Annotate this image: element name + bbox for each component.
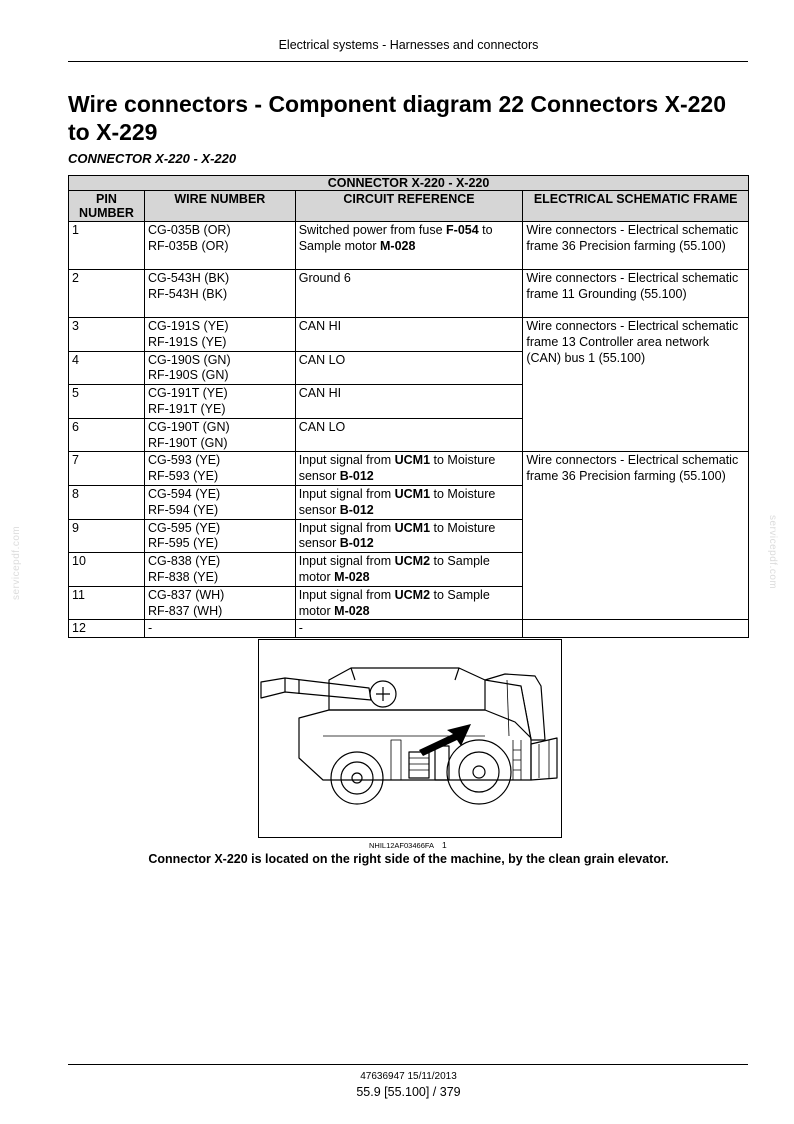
connector-table	[68, 175, 749, 638]
wire-cell	[144, 270, 295, 318]
circuit-text: to Moisture sensor	[298, 486, 496, 517]
circuit-cell	[295, 485, 523, 519]
table-caption-row	[69, 176, 749, 191]
circuit-cell	[295, 519, 523, 553]
circuit-cell	[295, 586, 523, 620]
footer-rule	[68, 1064, 748, 1065]
wire-cell	[144, 452, 295, 486]
page-number: 55.9 [55.100] / 379	[356, 1085, 461, 1099]
table-row	[69, 222, 749, 270]
frame-cell: Wire connectors - Electrical schematic frame 36 Precision farming (55.100)	[523, 452, 749, 620]
table-header-row	[69, 191, 749, 222]
circuit-cell: CAN HI	[295, 385, 523, 419]
circuit-ref: F-054	[446, 223, 479, 237]
table-row	[69, 270, 749, 318]
wire-number: RF-543H (BK)	[147, 286, 228, 301]
circuit-text: Input signal from	[298, 587, 395, 602]
wire-number: CG-595 (YE)	[147, 520, 221, 535]
wire-cell: -	[144, 620, 295, 638]
figure-caption: Connector X-220 is located on the right side of the machine, by the clean grain elevator.	[148, 852, 669, 866]
circuit-ref: UCM1	[394, 453, 431, 468]
wire-number: CG-190S (GN)	[147, 352, 231, 367]
wire-number: CG-191T (YE)	[147, 386, 228, 401]
wire-number: RF-837 (WH)	[147, 603, 223, 618]
header-pin: PIN NUMBER	[69, 191, 145, 222]
wire-number: CG-035B (OR)	[147, 223, 231, 237]
wire-number: CG-594 (YE)	[147, 486, 221, 501]
circuit-cell	[295, 222, 523, 270]
pin-cell: 1	[69, 222, 145, 270]
pin-cell: 8	[69, 485, 145, 519]
header-rule	[68, 61, 748, 62]
wire-number: RF-191S (YE)	[147, 334, 227, 349]
wire-cell	[144, 519, 295, 553]
circuit-text: to Sample motor	[298, 554, 490, 584]
circuit-ref: UCM2	[394, 587, 431, 602]
table-row	[69, 620, 749, 638]
figure-number: 1	[442, 840, 447, 850]
section-subtitle: CONNECTOR X-220 - X-220	[68, 151, 237, 166]
circuit-text: to Moisture sensor	[298, 453, 496, 484]
wire-number: RF-190S (GN)	[147, 368, 229, 383]
wire-number: RF-191T (YE)	[147, 401, 226, 416]
pin-cell: 7	[69, 452, 145, 486]
pin-cell: 12	[69, 620, 145, 638]
circuit-text: Input signal from	[298, 486, 395, 501]
table-row	[69, 318, 749, 352]
table-caption: CONNECTOR X-220 - X-220	[69, 176, 749, 191]
circuit-cell: CAN LO	[295, 351, 523, 385]
circuit-cell: CAN LO	[295, 418, 523, 452]
frame-cell: Wire connectors - Electrical schematic frame 11 Grounding (55.100)	[523, 270, 749, 318]
wire-number: CG-190T (GN)	[147, 419, 230, 434]
circuit-cell: Ground 6	[295, 270, 523, 318]
wire-cell	[144, 222, 295, 270]
circuit-ref: UCM1	[394, 520, 431, 535]
wire-cell	[144, 351, 295, 385]
circuit-cell: -	[295, 620, 523, 638]
circuit-text: to Sample motor	[298, 223, 493, 253]
wire-number: CG-593 (YE)	[147, 453, 221, 468]
circuit-text: Input signal from	[298, 520, 395, 535]
wire-number: RF-035B (OR)	[147, 238, 229, 253]
frame-cell	[523, 620, 749, 638]
circuit-ref: B-012	[339, 469, 374, 484]
header-circuit: CIRCUIT REFERENCE	[295, 191, 523, 222]
circuit-ref: UCM1	[394, 486, 431, 501]
pin-cell: 11	[69, 586, 145, 620]
pin-cell: 10	[69, 553, 145, 587]
location-arrow	[419, 724, 471, 756]
combine-harvester-illustration	[259, 640, 561, 837]
wire-cell	[144, 485, 295, 519]
circuit-text: Input signal from	[298, 554, 395, 569]
watermark-right: servicepdf.com	[767, 515, 778, 590]
circuit-text: Input signal from	[298, 453, 395, 468]
figure-code: NHIL12AF03466FA	[369, 841, 435, 850]
pin-cell: 6	[69, 418, 145, 452]
circuit-ref: B-012	[339, 536, 374, 551]
circuit-ref: M-028	[334, 569, 370, 584]
wire-cell	[144, 385, 295, 419]
running-header: Electrical systems - Harnesses and connectors	[278, 38, 539, 52]
pin-cell: 2	[69, 270, 145, 318]
wire-number: CG-838 (YE)	[147, 554, 221, 569]
watermark-left: servicepdf.com	[11, 525, 22, 600]
circuit-text: to Moisture sensor	[298, 520, 496, 551]
circuit-cell: CAN HI	[295, 318, 523, 352]
circuit-text: to Sample motor	[298, 587, 490, 618]
circuit-ref: M-028	[380, 238, 416, 253]
pin-cell: 9	[69, 519, 145, 553]
wire-cell	[144, 418, 295, 452]
table-row	[69, 452, 749, 486]
wire-number: RF-593 (YE)	[147, 469, 219, 484]
circuit-ref: M-028	[334, 603, 370, 618]
frame-cell: Wire connectors - Electrical schematic frame 36 Precision farming (55.100)	[523, 222, 749, 270]
wire-cell	[144, 586, 295, 620]
wire-number: CG-837 (WH)	[147, 587, 225, 602]
wire-number: RF-838 (YE)	[147, 569, 219, 584]
wire-cell	[144, 318, 295, 352]
pin-cell: 4	[69, 351, 145, 385]
wire-number: RF-595 (YE)	[147, 536, 219, 551]
header-wire: WIRE NUMBER	[144, 191, 295, 222]
circuit-text: Switched power from fuse	[298, 223, 447, 237]
circuit-ref: B-012	[339, 502, 374, 517]
circuit-cell	[295, 553, 523, 587]
frame-cell: Wire connectors - Electrical schematic frame 13 Controller area network (CAN) bus 1 (55.100)	[523, 318, 749, 452]
wire-number: RF-594 (YE)	[147, 502, 219, 517]
footer-doc-info: 47636947 15/11/2013	[360, 1071, 457, 1082]
page-title: Wire connectors - Component diagram 22 Connectors X-220 to X-229	[68, 91, 726, 145]
circuit-cell	[295, 452, 523, 486]
machine-figure	[258, 639, 562, 838]
wire-number: RF-190T (GN)	[147, 435, 228, 450]
pin-cell: 3	[69, 318, 145, 352]
wire-cell	[144, 553, 295, 587]
wire-number: CG-543H (BK)	[147, 271, 230, 285]
pin-cell: 5	[69, 385, 145, 419]
header-frame: ELECTRICAL SCHEMATIC FRAME	[523, 191, 749, 222]
wire-number: CG-191S (YE)	[147, 319, 229, 333]
circuit-ref: UCM2	[394, 554, 431, 569]
